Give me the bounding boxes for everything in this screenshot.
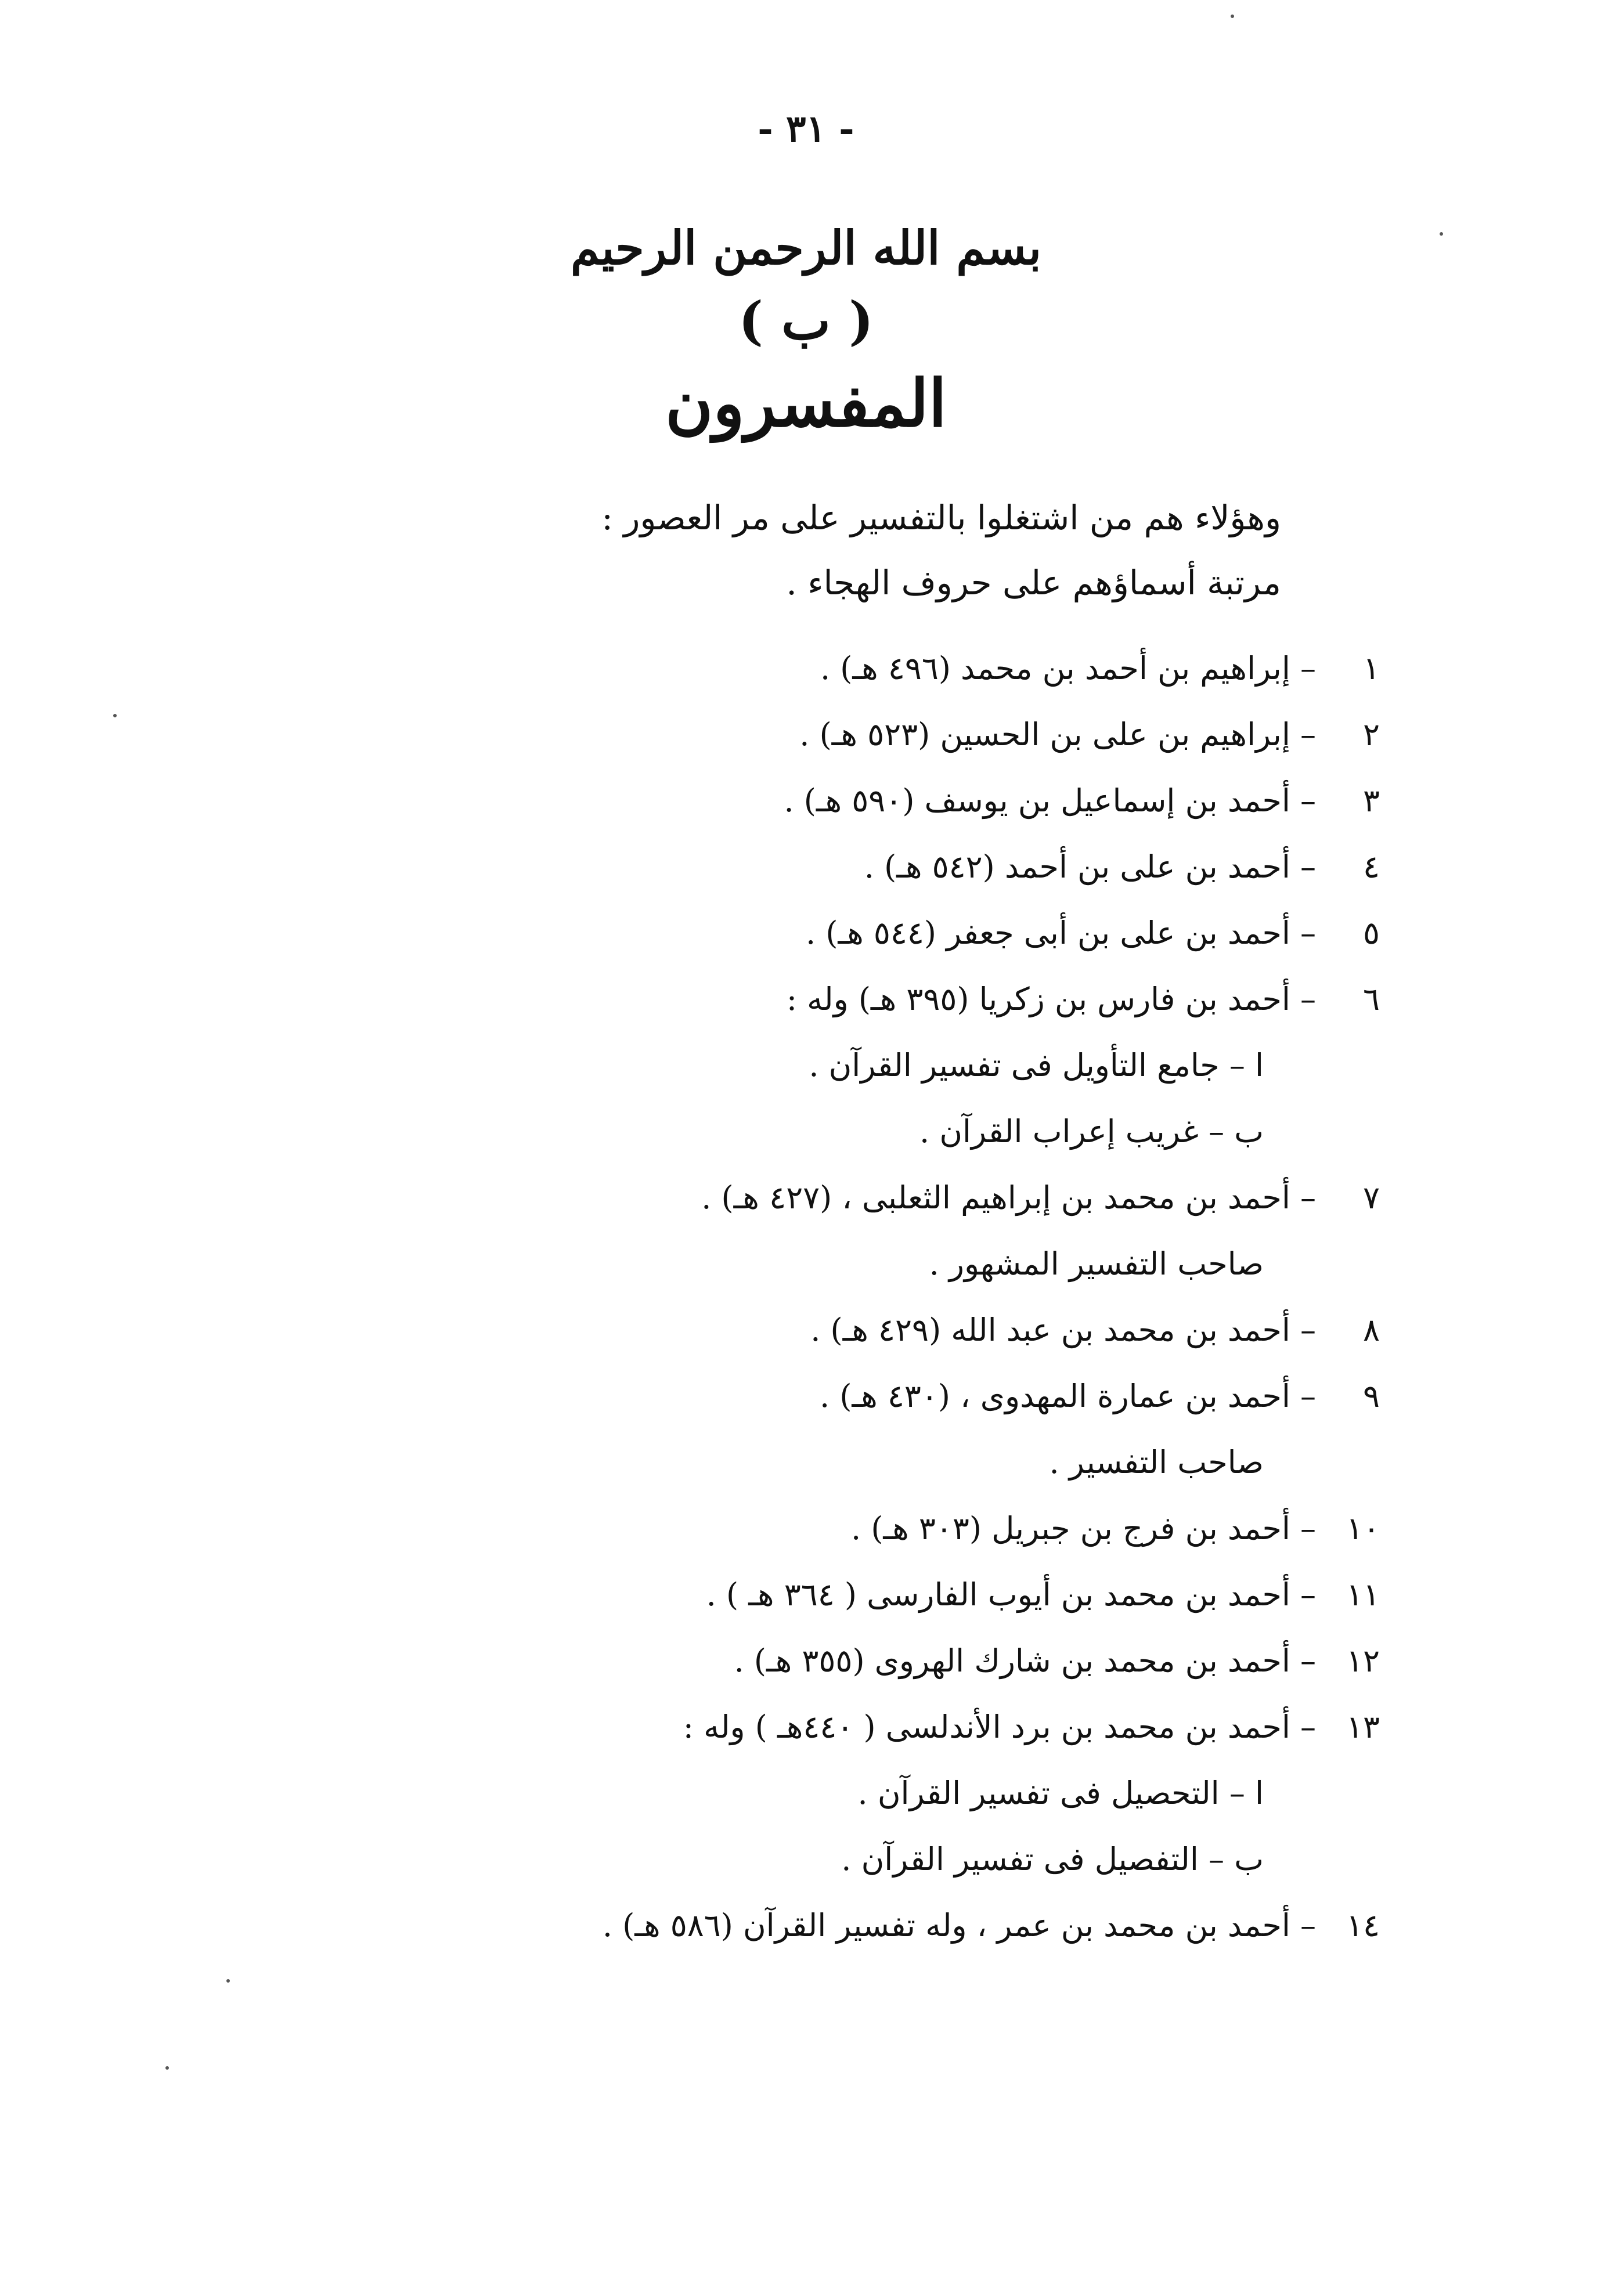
intro-line: مرتبة أسماؤهم على حروف الهجاء . bbox=[786, 563, 1281, 602]
entry-number: ٨ bbox=[1362, 1312, 1380, 1348]
entry-subtext: ا – التحصيل فى تفسير القرآن . bbox=[857, 1775, 1264, 1811]
entry-text: – أحمد بن محمد بن إبراهيم الثعلبى ، (٤٢٧ هـ) . bbox=[701, 1179, 1316, 1216]
entry-text: – أحمد بن محمد بن شارك الهروى (٣٥٥ هـ) . bbox=[734, 1642, 1316, 1679]
entry-text: – أحمد بن محمد بن عمر ، وله تفسير القرآن (٥٨٦ هـ) . bbox=[602, 1907, 1316, 1944]
scan-speck bbox=[113, 714, 117, 717]
entry-number: ٤ bbox=[1362, 849, 1380, 885]
section-letter: ( ب ) bbox=[738, 290, 874, 352]
entry-number: ٣ bbox=[1362, 782, 1380, 819]
entry-subtext: ب – غريب إعراب القرآن . bbox=[919, 1113, 1264, 1150]
list-item bbox=[103, 1439, 1380, 1506]
entry-text: – أحمد بن فرج بن جبريل (٣٠٣ هـ) . bbox=[850, 1510, 1316, 1547]
basmala-heading: بسم الله الرحمن الرحيم bbox=[570, 221, 1042, 275]
entry-text: – أحمد بن محمد بن عبد الله (٤٢٩ هـ) . bbox=[810, 1312, 1316, 1348]
entry-number: ١١ bbox=[1346, 1576, 1380, 1613]
entry-text: – أحمد بن عمارة المهدوى ، (٤٣٠ هـ) . bbox=[820, 1378, 1316, 1414]
scan-speck bbox=[165, 2066, 169, 2070]
entry-text: – أحمد بن محمد بن برد الأندلسى ( ٤٤٠هـ ) وله : bbox=[683, 1709, 1316, 1745]
scan-speck bbox=[1440, 232, 1443, 236]
entries-list bbox=[103, 645, 1380, 1969]
list-item bbox=[103, 1307, 1380, 1373]
entry-text: – أحمد بن على بن أحمد (٥٤٢ هـ) . bbox=[864, 849, 1316, 885]
entry-text: – إبراهيم بن أحمد بن محمد (٤٩٦ هـ) . bbox=[820, 650, 1316, 687]
entry-number: ٥ bbox=[1362, 915, 1380, 951]
entry-text: – أحمد بن إسماعيل بن يوسف (٥٩٠ هـ) . bbox=[784, 782, 1316, 819]
entry-subtext: صاحب التفسير المشهور . bbox=[929, 1246, 1264, 1282]
list-item bbox=[103, 910, 1380, 976]
list-item bbox=[103, 1572, 1380, 1638]
section-title: المفسرون bbox=[665, 366, 947, 442]
list-item bbox=[103, 1175, 1380, 1241]
list-item bbox=[103, 1042, 1380, 1109]
entry-subtext: ب – التفصيل فى تفسير القرآن . bbox=[841, 1841, 1264, 1878]
list-item bbox=[103, 1373, 1380, 1439]
entry-number: ٢ bbox=[1362, 716, 1380, 753]
entry-number: ١٢ bbox=[1346, 1642, 1380, 1679]
list-item bbox=[103, 712, 1380, 778]
list-item bbox=[103, 1704, 1380, 1770]
entry-text: – أحمد بن على بن أبى جعفر (٥٤٤ هـ) . bbox=[805, 915, 1316, 951]
list-item bbox=[103, 1836, 1380, 1902]
entry-number: ٧ bbox=[1362, 1179, 1380, 1216]
list-item bbox=[103, 1241, 1380, 1307]
list-item bbox=[103, 1902, 1380, 1969]
list-item bbox=[103, 844, 1380, 910]
intro-line: وهؤلاء هم من اشتغلوا بالتفسير على مر العصور : bbox=[601, 498, 1281, 537]
scan-speck bbox=[226, 1979, 230, 1983]
page-number: - ٣١ - bbox=[758, 107, 854, 151]
scan-speck bbox=[1231, 15, 1234, 18]
entry-subtext: صاحب التفسير . bbox=[1049, 1444, 1264, 1481]
entry-subtext: ا – جامع التأويل فى تفسير القرآن . bbox=[809, 1047, 1264, 1084]
entry-number: ١٣ bbox=[1346, 1709, 1380, 1745]
list-item bbox=[103, 645, 1380, 712]
entry-text: – أحمد بن فارس بن زكريا (٣٩٥ هـ) وله : bbox=[786, 981, 1316, 1017]
entry-text: – أحمد بن محمد بن أيوب الفارسى ( ٣٦٤ هـ ) . bbox=[706, 1576, 1316, 1613]
list-item bbox=[103, 1770, 1380, 1836]
entry-number: ٦ bbox=[1362, 981, 1380, 1017]
list-item bbox=[103, 778, 1380, 844]
list-item bbox=[103, 1109, 1380, 1175]
entry-text: – إبراهيم بن على بن الحسين (٥٢٣ هـ) . bbox=[799, 716, 1316, 753]
entry-number: ١٠ bbox=[1346, 1510, 1380, 1547]
list-item bbox=[103, 976, 1380, 1042]
entry-number: ٩ bbox=[1362, 1378, 1380, 1414]
entry-number: ١٤ bbox=[1346, 1907, 1380, 1944]
list-item bbox=[103, 1638, 1380, 1704]
list-item bbox=[103, 1506, 1380, 1572]
entry-number: ١ bbox=[1362, 650, 1380, 687]
